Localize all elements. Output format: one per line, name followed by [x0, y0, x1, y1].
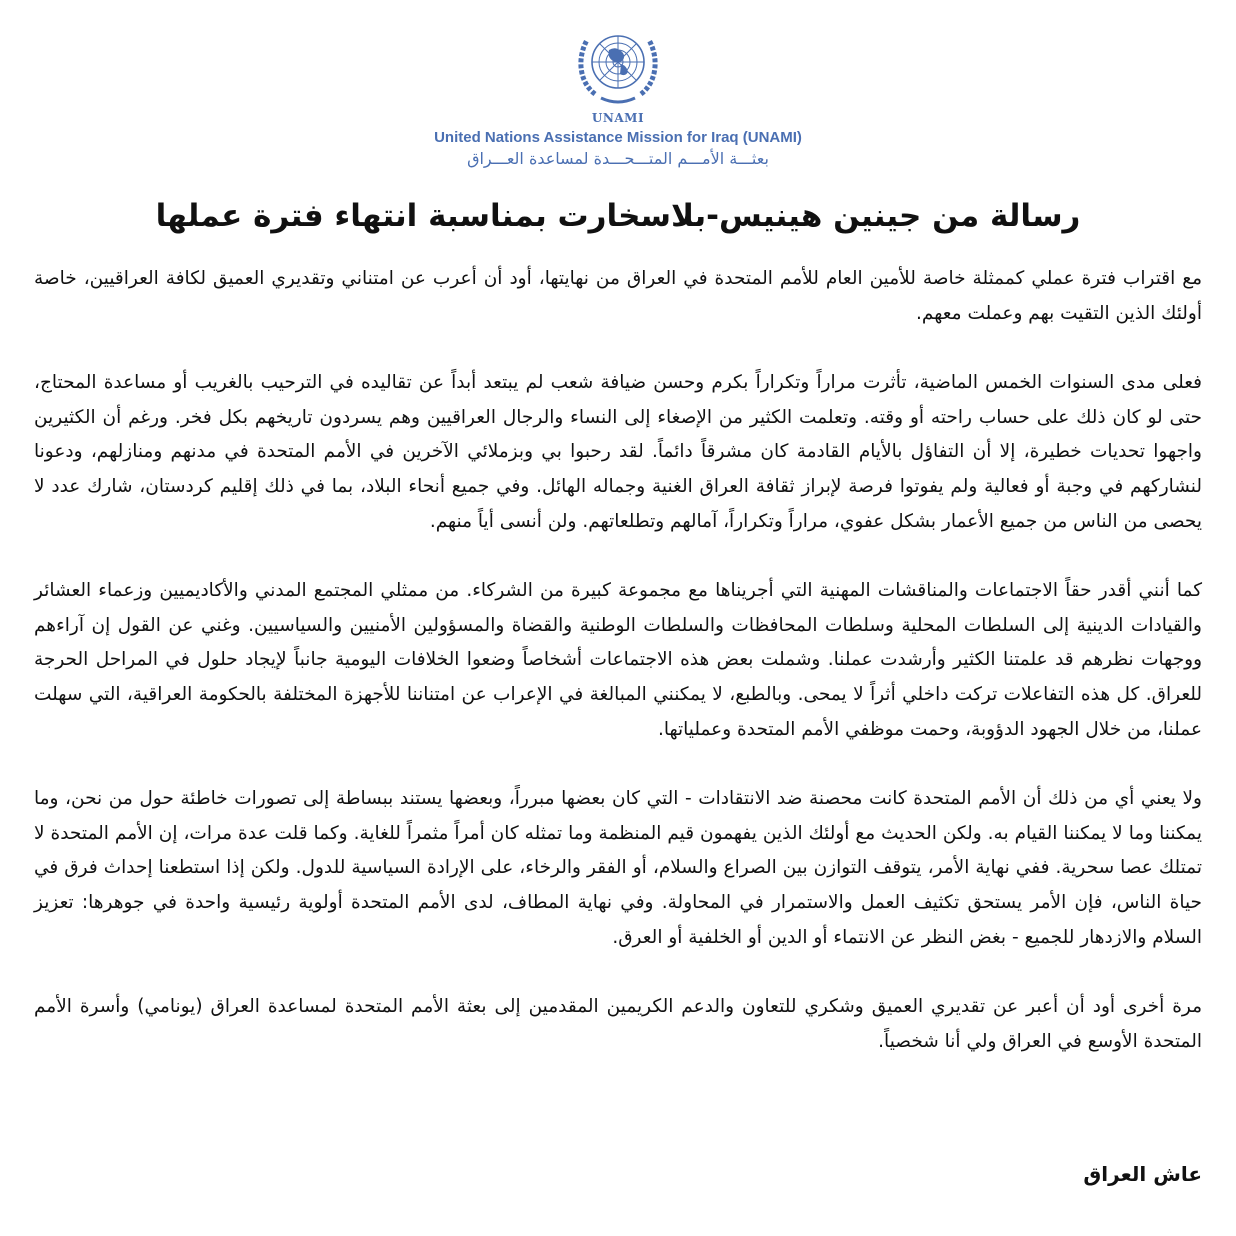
un-emblem-icon	[571, 22, 665, 106]
letter-paragraph: مرة أخرى أود أن أعبر عن تقديري العميق وشكري للتعاون والدعم الكريمين المقدمين إلى بعثة الأمم المتحدة لمساعدة العراق (يونامي) وأسرة الأمم المتحدة الأوسع في العراق ولي أنا شخصياً.	[34, 996, 1202, 1052]
org-acronym: UNAMI	[591, 111, 645, 125]
letter-paragraph: فعلى مدى السنوات الخمس الماضية، تأثرت مراراً وتكراراً بكرم وحسن ضيافة شعب لم يبتعد أبداً عن تقاليده في الترحيب بالغريب أو مساعدة المحتاج، حتى لو كان ذلك على حساب راحته أو وقته. وتعلمت الكثير من الإصغاء إلى النساء والرجال العراقيين وهم يسردون تاريخهم بكل فخر. ورغم أن الكثيرين واجهوا تحديات خطيرة، إلا أن التفاؤل بالأيام القادمة كان مشرقاً دائماً. لقد رحبوا بي وبزملائي الآخرين في الأمم المتحدة في مدنهم ومنازلهم، ودعونا لنشاركهم في وجبة أو فعالية ولم يفوتوا فرصة لإبراز ثقافة العراق الغنية وجماله الهائل. وفي جميع أنحاء البلاد، بما في ذلك إقليم كردستان، شارك عدد لا يحصى من الناس من جميع الأعمار بشكل عفوي، مراراً وتكراراً، آمالهم وتطلعاتهم. ولن أنسى أياً منهم.	[34, 372, 1202, 532]
letterhead	[0, 22, 1236, 170]
letter-title: رسالة من جينين هينيس-بلاسخارت بمناسبة انتهاء فترة عملها	[155, 198, 1081, 234]
letter-paragraph: مع اقتراب فترة عملي كممثلة خاصة للأمين العام للأمم المتحدة في العراق من نهايتها، أود أن أعرب عن امتناني وتقديري العميق لكافة العراقيين، خاصة أولئك الذين التقيت بهم وعملت معهم.	[34, 268, 1202, 324]
letter-signoff: عاش العراق	[1083, 1162, 1202, 1186]
letter-body	[34, 262, 1202, 1094]
letter-paragraph: كما أنني أقدر حقاً الاجتماعات والمناقشات المهنية التي أجريناها مع مجموعة كبيرة من الشركاء. من ممثلي المجتمع المدني والأكاديميين وزعماء العشائر والقيادات الدينية إلى السلطات المحلية وسلطات المحافظات والسلطات الوطنية والقضاة والمسؤولين الأمنيين والسياسيين. وغني عن القول إن آراءهم ووجهات نظرهم قد علمتنا الكثير وأرشدت عملنا. وشملت بعض هذه الاجتماعات أشخاصاً وضعوا الخلافات اليومية جانباً لإيجاد حلول في المراحل الحرجة للعراق. كل هذه التفاعلات تركت داخلي أثراً لا يمحى. وبالطبع، لا يمكنني المبالغة في الإعراب عن امتناننا للأجهزة المختلفة بالحكومة العراقية، التي سهلت عملنا، من خلال الجهود الدؤوبة، وحمت موظفي الأمم المتحدة وعملياتها.	[34, 580, 1202, 740]
org-name-english: United Nations Assistance Mission for Iraq (UNAMI)	[434, 129, 802, 146]
letter-paragraph: ولا يعني أي من ذلك أن الأمم المتحدة كانت محصنة ضد الانتقادات - التي كان بعضها مبرراً، وبعضها يستند ببساطة إلى تصورات خاطئة حول من نحن، وما يمكننا وما لا يمكننا القيام به. ولكن الحديث مع أولئك الذين يفهمون قيم المنظمة وما تمثله كان أمراً مثمراً للغاية. وكما قلت عدة مرات، إن الأمم المتحدة لا تمتلك عصا سحرية. ففي نهاية الأمر، يتوقف التوازن بين الصراع والسلام، أو الفقر والرخاء، على الإرادة السياسية للدول. ولكن إذا استطعنا إحداث فرق في حياة الناس، فإن الأمر يستحق تكثيف العمل والاستمرار في المحاولة. وفي نهاية المطاف، لدى الأمم المتحدة أولوية رئيسية واحدة في جوهرها: تعزيز السلام والازدهار للجميع - بغض النظر عن الانتماء أو الدين أو الخلفية أو العرق.	[34, 788, 1202, 948]
org-name-arabic: بعثـــة الأمـــم المتـــحـــدة لمساعدة العـــراق	[467, 149, 769, 168]
